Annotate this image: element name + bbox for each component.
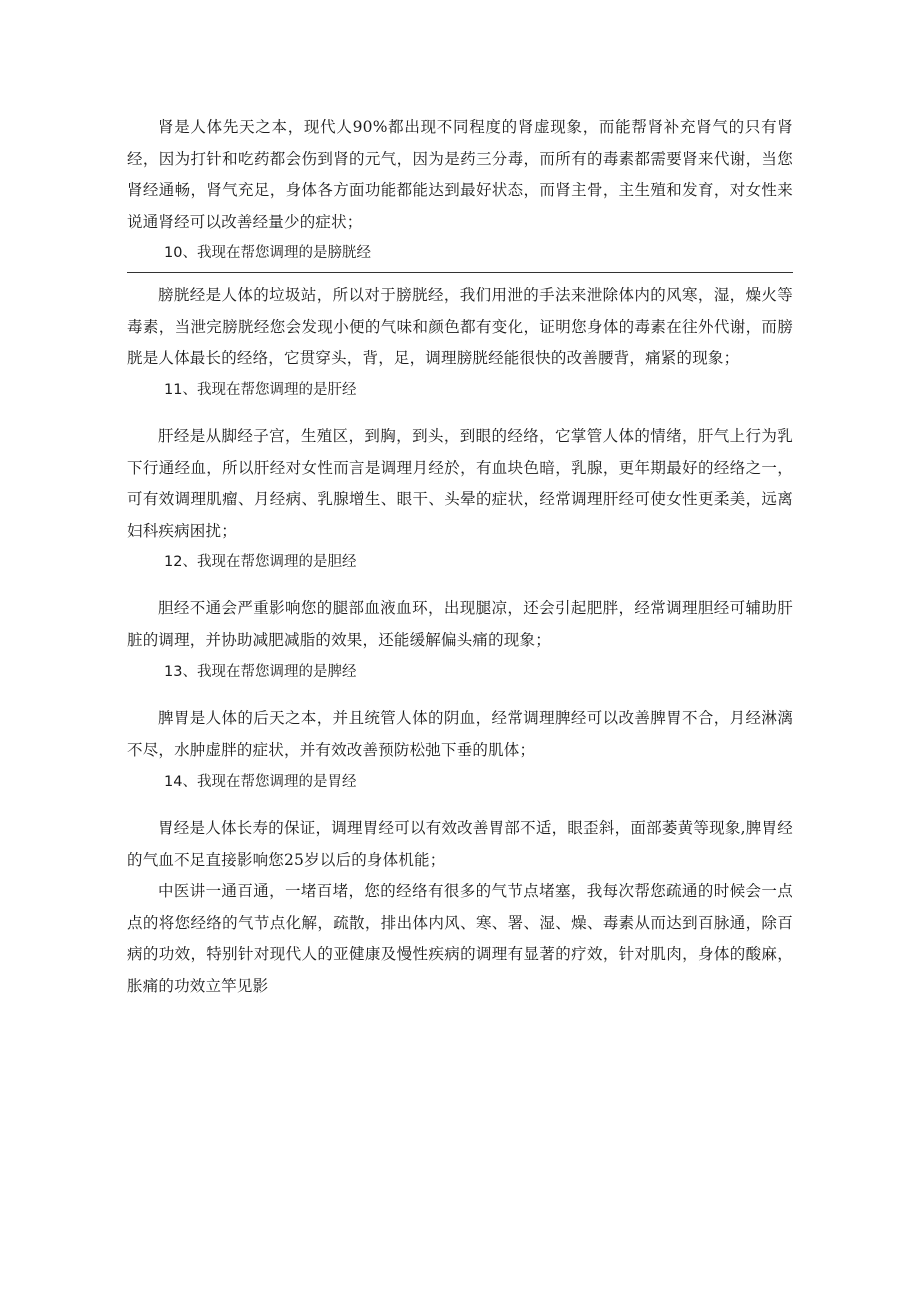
paragraph-liver-meridian: 肝经是从脚经子宫，生殖区，到胸，到头，到眼的经络，它掌管人体的情绪，肝气上行为乳下行通经血，所以肝经对女性而言是调理月经於，有血块色暗，乳腺，更年期最好的经络之一，可有效调理肌瘤、月经病、乳腺增生、眼干、头晕的症状，经常调理肝经可使女性更柔美，远离妇科疾病困扰； bbox=[127, 427, 793, 540]
paragraph-kidney-meridian: 肾是人体先天之本，现代人90%都出现不同程度的肾虚现象，而能帮肾补充肾气的只有肾经，因为打针和吃药都会伤到肾的元气，因为是药三分毒，而所有的毒素都需要肾来代谢，当您肾经通畅，肾气充足，身体各方面功能都能达到最好状态，而肾主骨，主生殖和发育，对女性来说通肾经可以改善经量少的症状； bbox=[127, 118, 793, 231]
paragraph-spleen-meridian: 脾胃是人体的后天之本，并且统管人体的阴血，经常调理脾经可以改善脾胃不合，月经淋漓不尽，水肿虚胖的症状，并有效改善预防松弛下垂的肌体； bbox=[127, 709, 793, 759]
heading-stomach-meridian: 14、我现在帮您调理的是胃经 bbox=[164, 774, 357, 790]
paragraph-stomach-meridian: 胃经是人体长寿的保证，调理胃经可以有效改善胃部不适，眼歪斜，面部萎黄等现象,脾胃经的气血不足直接影响您25岁以后的身体机能； bbox=[127, 819, 793, 869]
paragraph-bladder-meridian: 膀胱经是人体的垃圾站，所以对于膀胱经，我们用泄的手法来泄除体内的风寒，湿，燥火等毒素，当泄完膀胱经您会发现小便的气味和颜色都有变化，证明您身体的毒素在往外代谢，而膀胱是人体最长的经络，它贯穿头，背，足，调理膀胱经能很快的改善腰背，痛紧的现象； bbox=[127, 286, 793, 367]
paragraph-summary: 中医讲一通百通，一堵百堵，您的经络有很多的气节点堵塞，我每次帮您疏通的时候会一点点的将您经络的气节点化解，疏散，排出体内风、寒、署、湿、燥、毒素从而达到百脉通，除百病的功效，特别针对现代人的亚健康及慢性疾病的调理有显著的疗效，针对肌肉，身体的酸麻，胀痛的功效立竿见影 bbox=[127, 882, 793, 995]
heading-gallbladder-meridian: 12、我现在帮您调理的是胆经 bbox=[164, 554, 357, 570]
heading-bladder-meridian: 10、我现在帮您调理的是膀胱经 bbox=[164, 245, 371, 261]
horizontal-rule bbox=[127, 272, 793, 273]
paragraph-gallbladder-meridian: 胆经不通会严重影响您的腿部血液血环，出现腿凉，还会引起肥胖，经常调理胆经可辅助肝脏的调理，并协助减肥减脂的效果，还能缓解偏头痛的现象； bbox=[127, 599, 793, 649]
heading-liver-meridian: 11、我现在帮您调理的是肝经 bbox=[164, 382, 357, 398]
heading-spleen-meridian: 13、我现在帮您调理的是脾经 bbox=[164, 664, 357, 680]
